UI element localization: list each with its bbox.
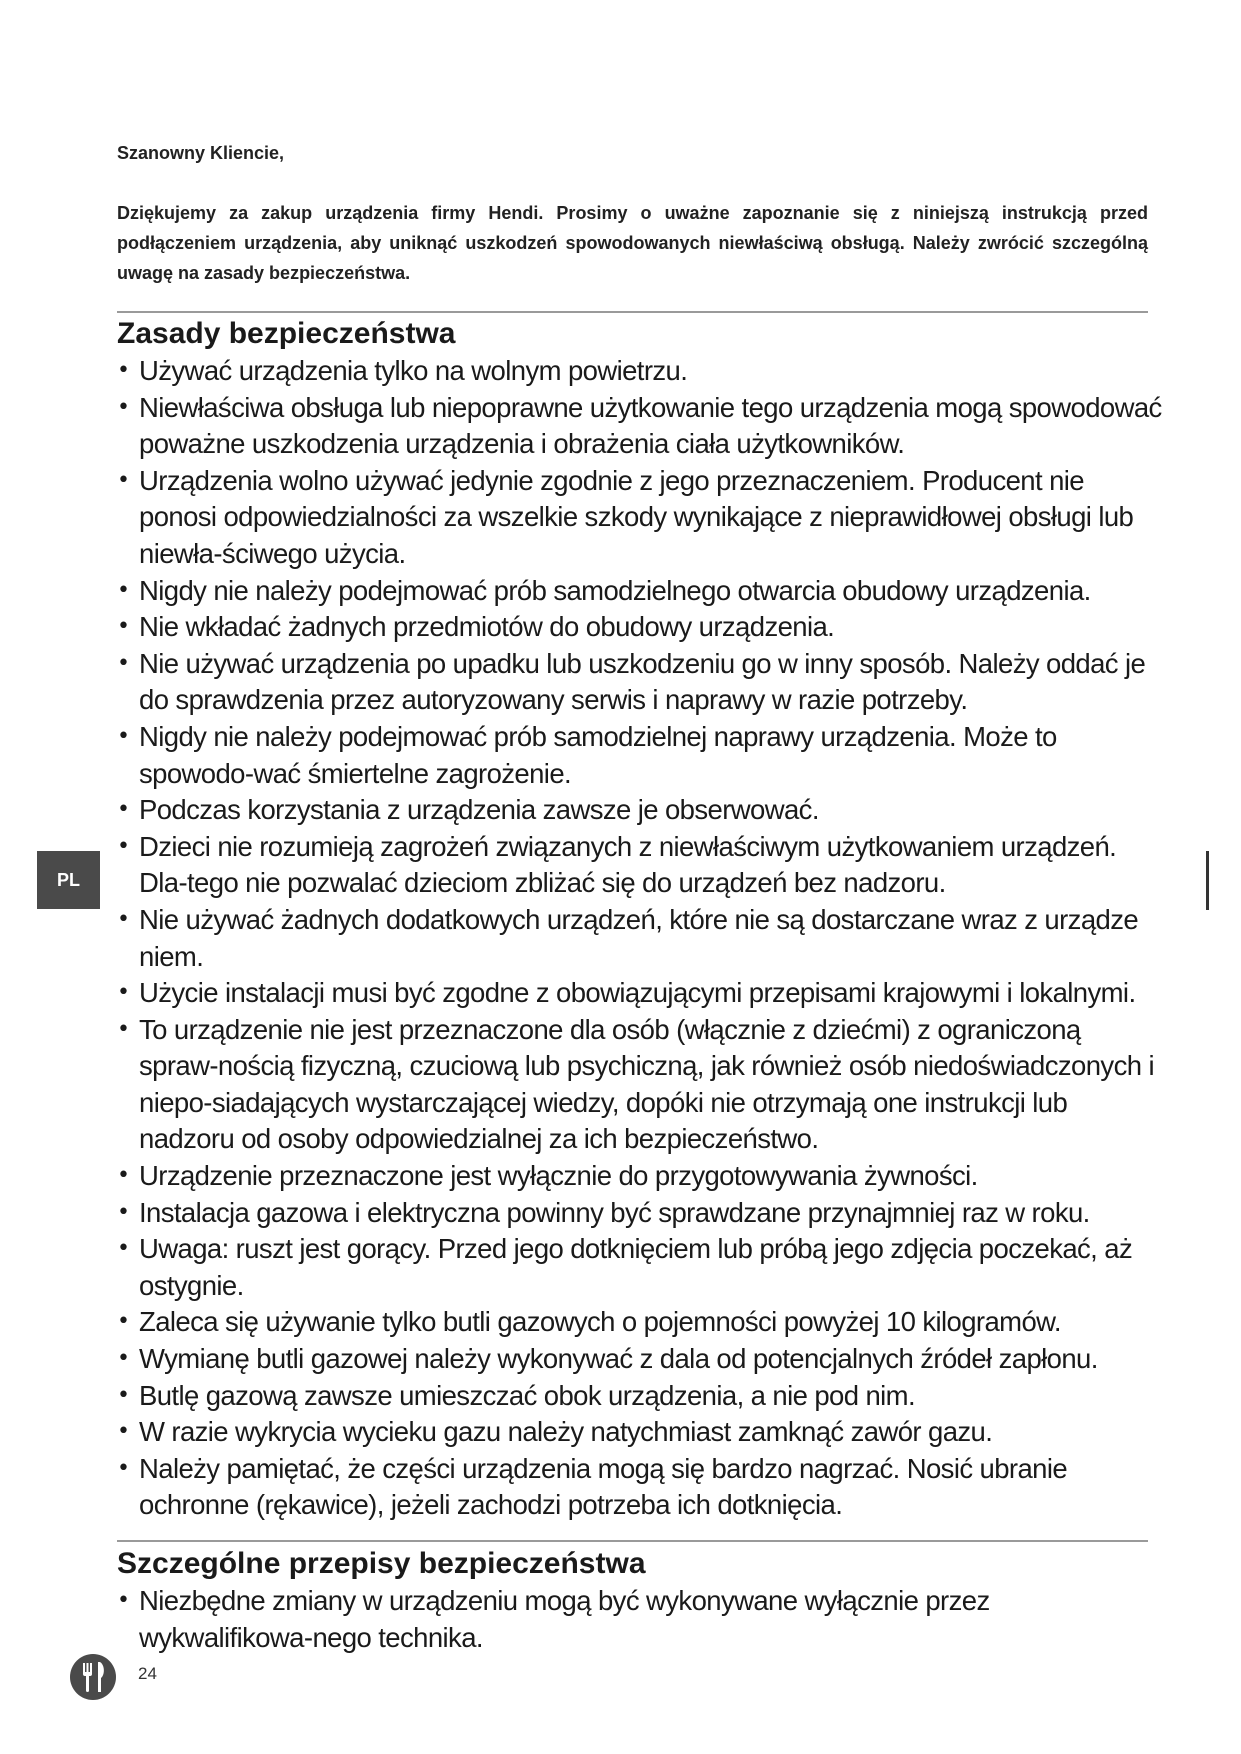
bullet-icon: • <box>117 980 130 1006</box>
list-item <box>117 1304 1164 1341</box>
bullet-icon: • <box>117 1382 130 1408</box>
bullet-icon: • <box>117 906 130 932</box>
list-item-text: Nie używać urządzenia po upadku lub uszkodzeniu go w inny sposób. Należy oddać je do sprawdzenia przez autoryzowany serwis i naprawy w razie potrzeby. <box>139 647 1146 716</box>
section-title-safety-rules: Zasady bezpieczeństwa <box>117 317 456 350</box>
bullet-icon: • <box>117 1419 130 1445</box>
bullet-icon: • <box>117 1346 130 1372</box>
list-item-text: Użycie instalacji musi być zgodne z obowiązującymi przepisami krajowymi i lokalnymi. <box>139 977 1136 1009</box>
bullet-icon: • <box>117 723 130 749</box>
list-item-text: Urządzenie przeznaczone jest wyłącznie do przygotowywania żywności. <box>139 1160 978 1192</box>
list-item <box>117 719 1164 792</box>
list-item-text: W razie wykrycia wycieku gazu należy natychmiast zamknąć zawór gazu. <box>139 1416 993 1448</box>
list-item-text: Zaleca się używanie tylko butli gazowych o pojemności powyżej 10 kilogramów. <box>139 1306 1061 1338</box>
section-divider <box>117 311 1148 313</box>
list-item <box>117 646 1164 719</box>
list-item-text: Butlę gazową zawsze umieszczać obok urządzenia, a nie pod nim. <box>139 1379 916 1411</box>
list-item <box>117 902 1164 975</box>
list-item <box>117 463 1164 573</box>
list-item-text: Urządzenia wolno używać jedynie zgodnie z jego przeznaczeniem. Producent nie ponosi odpowiedzialności za wszelkie szkody wynikające z nieprawidłowej obsługi lub niewła-ściwego użycia. <box>139 464 1134 569</box>
list-item-text: Nigdy nie należy podejmować prób samodzielnego otwarcia obudowy urządzenia. <box>139 574 1091 606</box>
bullet-icon: • <box>117 1016 130 1042</box>
list-item <box>117 390 1164 463</box>
list-item-text: Instalacja gazowa i elektryczna powinny być sprawdzane przynajmniej raz w roku. <box>139 1196 1090 1228</box>
list-item-text: Wymianę butli gazowej należy wykonywać z dala od potencjalnych źródeł zapłonu. <box>139 1343 1098 1375</box>
list-item <box>117 1012 1164 1158</box>
bullet-icon: • <box>117 1309 130 1335</box>
list-item-text: Dzieci nie rozumieją zagrożeń związanych z niewłaściwym użytkowaniem urządzeń. Dla-tego nie pozwalać dzieciom zbliżać się do urządzeń bez nadzoru. <box>139 830 1117 899</box>
list-item <box>117 1451 1164 1524</box>
bullet-icon: • <box>117 1236 130 1262</box>
list-item <box>117 609 1164 646</box>
list-item <box>117 829 1164 902</box>
section-divider <box>117 1540 1148 1542</box>
section-title-special-rules: Szczególne przepisy bezpieczeństwa <box>117 1547 646 1580</box>
list-item-text: Należy pamiętać, że części urządzenia mogą się bardzo nagrzać. Nosić ubranie ochronne (rękawice), jeżeli zachodzi potrzeba ich dotknięcia. <box>139 1452 1068 1521</box>
list-item-text: Używać urządzenia tylko na wolnym powietrzu. <box>139 355 688 386</box>
bullet-icon: • <box>117 1588 130 1613</box>
list-item <box>117 1583 1164 1656</box>
page-number: 24 <box>138 1664 157 1683</box>
list-item-text: Niewłaściwa obsługa lub niepoprawne użytkowanie tego urządzenia mogą spowodować poważne uszkodzenia urządzenia i obrażenia ciała użytkowników. <box>139 391 1162 460</box>
bullet-icon: • <box>117 614 130 640</box>
list-item <box>117 792 1164 829</box>
safety-rules-list <box>117 353 1164 1524</box>
list-item-text: Nigdy nie należy podejmować prób samodzielnej naprawy urządzenia. Może to spowodo-wać śmiertelne zagrożenie. <box>139 720 1057 789</box>
bullet-icon: • <box>117 833 130 859</box>
list-item-text: Nie używać żadnych dodatkowych urządzeń, które nie są dostarczane wraz z urządze niem. <box>139 903 1139 972</box>
bullet-icon: • <box>117 1163 130 1189</box>
list-item-text: Podczas korzystania z urządzenia zawsze je obserwować. <box>139 794 819 826</box>
list-item-text: Nie wkładać żadnych przedmiotów do obudowy urządzenia. <box>139 611 835 643</box>
list-item-text: Niezbędne zmiany w urządzeniu mogą być wykonywane wyłącznie przez wykwalifikowa-nego technika. <box>139 1585 990 1653</box>
bullet-icon: • <box>117 358 130 383</box>
bullet-icon: • <box>117 650 130 676</box>
bullet-icon: • <box>117 577 130 603</box>
list-item <box>117 1195 1164 1232</box>
list-item <box>117 1414 1164 1451</box>
language-tab: PL <box>37 851 100 909</box>
list-item-text: Uwaga: ruszt jest gorący. Przed jego dotknięciem lub próbą jego zdjęcia poczekać, aż ostygnie. <box>139 1233 1133 1301</box>
greeting: Szanowny Kliencie, <box>117 143 285 163</box>
intro-paragraph: Dziękujemy za zakup urządzenia firmy Hendi. Prosimy o uważne zapoznanie się z niniejszą instrukcją przed podłączeniem urządzenia, aby uniknąć uszkodzeń spowodowanych niewłaściwą obsługą. Należy zwrócić szczególną uwagę na zasady bezpieczeństwa. <box>117 203 1148 283</box>
list-item-text: To urządzenie nie jest przeznaczone dla osób (włącznie z dziećmi) z ograniczoną spraw-nością fizyczną, czuciową lub psychiczną, jak również osób niedoświadczonych i niepo-siadających wystarczającej wiedzy, dopóki nie otrzymają one instrukcji lub nadzoru od osoby odpowiedzialnej za ich bezpieczeństwo. <box>139 1013 1154 1155</box>
list-item <box>117 1378 1164 1415</box>
bullet-icon: • <box>117 1455 130 1481</box>
bullet-icon: • <box>117 1199 130 1225</box>
edge-marker <box>1206 851 1209 910</box>
special-rules-list <box>117 1583 1164 1656</box>
list-item <box>117 1341 1164 1378</box>
cutlery-logo-icon <box>69 1653 117 1701</box>
list-item <box>117 1231 1164 1304</box>
list-item <box>117 975 1164 1012</box>
bullet-icon: • <box>117 797 130 823</box>
list-item <box>117 573 1164 610</box>
list-item <box>117 353 1164 390</box>
bullet-icon: • <box>117 467 130 493</box>
list-item <box>117 1158 1164 1195</box>
bullet-icon: • <box>117 394 130 420</box>
